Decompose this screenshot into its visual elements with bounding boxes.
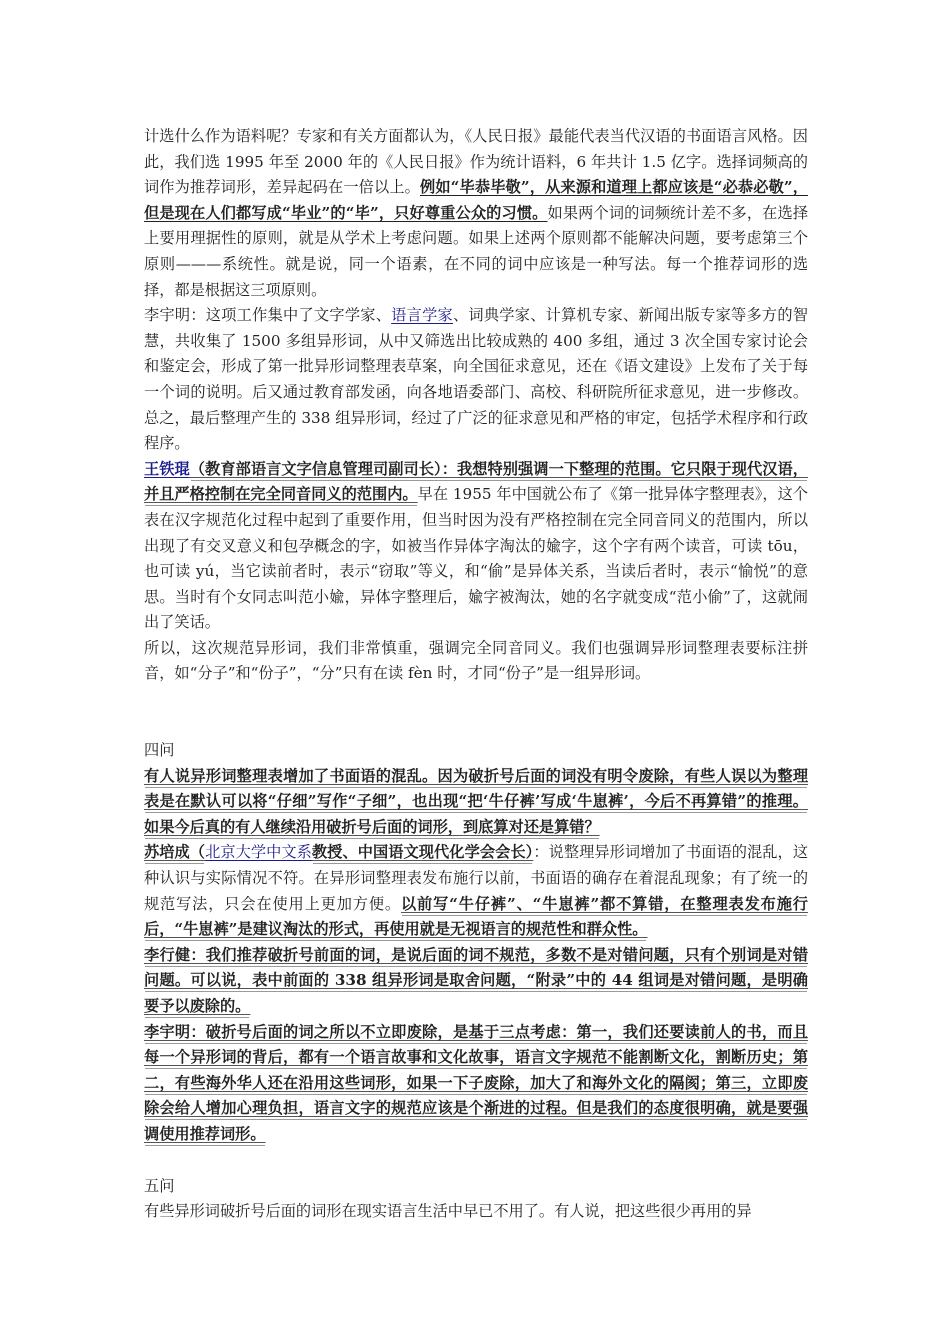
question-q4 — [144, 764, 808, 841]
section-heading-q5: 五问 — [144, 1176, 175, 1195]
section-heading-q4: 四问 — [144, 741, 175, 760]
text: 计选什么作为语料呢？专家和有关方面都认为，《人民日报》最能代表当代汉语的书面语言风格。因此，我们选 1995 年至 2000 年的《人民日报》作为统计语料，6 年共计 1.5 亿字。选择词频高的词作为推荐词形，差异起码在一倍以上。 — [144, 127, 808, 197]
emphasis-text: 以前写“牛仔裤”、“牛崽裤”都不算错，在整理表发布施行后，“牛崽裤”是建议淘汰的形式，再使用就是无视语言的规范性和群众性。 — [144, 894, 808, 939]
question-q5: 有些异形词破折号后面的词形在现实语言生活中早已不用了。有人说，把这些很少再用的异 — [144, 1202, 752, 1221]
document-body — [144, 124, 808, 1225]
link-wang-tiekun[interactable]: 王铁琨 — [144, 459, 190, 478]
link-pku-chinese[interactable]: 北京大学中文系 — [205, 843, 312, 862]
paragraph-su-peicheng — [144, 840, 808, 942]
emphasis-text: （教育部语言文字信息管理司副司长）：我想特别强调一下整理的范围。它只限于现代汉语，并且严格控制在完全同音同义的范围内。 — [144, 459, 808, 504]
text: 早在 1955 年中国就公布了《第一批异体字整理表》，这个表在汉字规范化过程中起到了重要作用，但当时因为没有严格控制在完全同音同义的范围内，所以出现了有交叉意义和包孕概念的字，如被当作异体字淘汰的婾字，这个字有两个读音，可读 tōu，也可读 yú，当它读前者时，表示“窃取”等义，和“偷”是异体关系，当读后者时，表示“愉悦”的意思。当时有个女同志叫范小婾，异体字整理后，婾字被淘汰，她的名字就变成“范小偷”了，这就闹出了笑话。 — [144, 485, 808, 632]
emphasis-text: 有人说异形词整理表增加了书面语的混乱。因为破折号后面的词没有明令废除，有些人误以为整理表是在默认可以将“仔细”写作“子细”，也出现“把‘牛仔裤’写成‘牛崽裤’，今后不再算错”的推理。如果今后真的有人继续沿用破折号后面的词形，到底算对还是算错？ — [144, 766, 808, 836]
speaker-label: 苏培成（ — [144, 843, 206, 862]
text: 如果两个词的词频统计差不多，在选择上要用理据性的原则，就是从学术上考虑问题。如果上述两个原则都不能解决问题，要考虑第三个原则———系统性。就是说，同一个语素，在不同的词中应该是一种写法。每一个推荐词形的选择，都是根据这三项原则。 — [144, 203, 808, 299]
paragraph-wang-tiekun — [144, 457, 808, 636]
link-linguist[interactable]: 语言学家 — [391, 306, 453, 325]
emphasis-text: 例如“毕恭毕敬”，从来源和道理上都应该是“必恭必敬”，但是现在人们都写成“毕业”的“毕”，只好尊重公众的习惯。 — [144, 178, 808, 222]
emphasis-text: 李宇明：破折号后面的词之所以不立即废除，是基于三点考虑：第一，我们还要读前人的书，而且每一个异形词的背后，都有一个语言故事和文化故事，语言文字规范不能割断文化，割断历史；第二，有些海外华人还在沿用这些词形，如果一下子废除，加大了和海外文化的隔阂；第三，立即废除会给人增加心理负担，语言文字的规范应该是个渐进的过程。但是我们的态度很明确，就是要强调使用推荐词形。 — [144, 1022, 808, 1143]
speaker-label: 教授、中国语文现代化学会会长） — [311, 843, 534, 862]
emphasis-text: 李行健：我们推荐破折号前面的词，是说后面的词不规范，多数不是对错问题，只有个别词是对错问题。可以说，表中前面的 338 组异形词是取舍问题，“附录”中的 44 组词是对错问题，是明确要予以废除的。 — [144, 945, 808, 1015]
paragraph-li-xingjian — [144, 943, 808, 1020]
text: 、词典学家、计算机专家、新闻出版专家等多方的智慧，共收集了 1500 多组异形词，从中又筛选出比较成熟的 400 多组，通过 3 次全国专家讨论会和鉴定会，形成了第一批异形词整理表草案，向全国征求意见，还在《语文建设》上发布了关于每一个词的说明。后又通过教育部发函，向各地语委部门、高校、科研院所征求意见，进一步修改。总之，最后整理产生的 338 组异形词，经过了广泛的征求意见和严格的审定，包括学术程序和行政程序。 — [144, 306, 809, 453]
text: ：说整理异形词增加了书面语的混乱，这种认识与实际情况不符。在异形词整理表发布施行以前，书面语的确存在着混乱现象；有了统一的规范写法，只会在使用上更加方便。 — [144, 843, 809, 913]
paragraph-corpus-selection — [144, 124, 808, 303]
paragraph-pinyin: 所以，这次规范异形词，我们非常慎重，强调完全同音同义。我们也强调异形词整理表要标注拼音，如“分子”和“份子”，“分”只有在读 fèn 时，才同“份子”是一组异形词。 — [144, 638, 808, 683]
paragraph-li-yuming-2 — [144, 1020, 808, 1148]
text: 李宇明：这项工作集中了文字学家、 — [144, 306, 392, 325]
paragraph-li-yuming-1 — [144, 303, 808, 457]
